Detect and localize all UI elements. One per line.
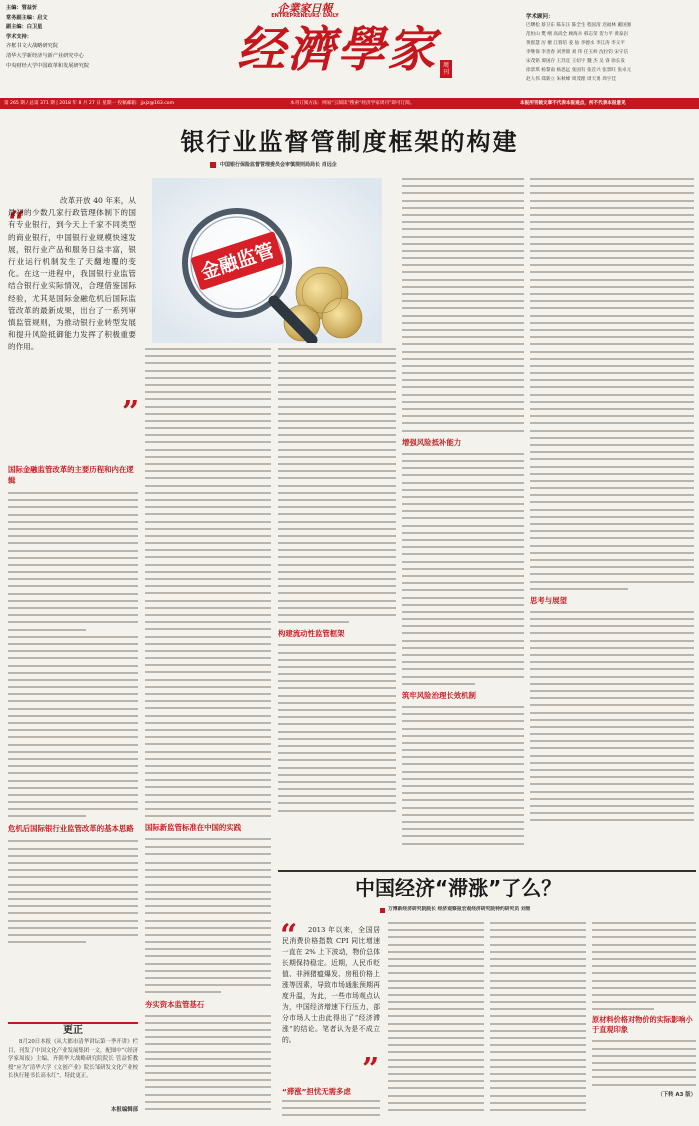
committee-line: 徐景琪 杨黎南 杨思远 张国有 张首兴 张景旺 张卓元 bbox=[526, 68, 632, 74]
section-heading: 危机后国际银行业监管改革的基本思路 bbox=[8, 824, 134, 834]
article2-title: 中国经济“滞涨”了么？ bbox=[355, 876, 562, 900]
committee-line: 李继保 李善春 刘世锦 刘 伟 任玉岭 沈拉钧 宋守信 bbox=[526, 50, 629, 56]
section-heading: 筑牢风险治理长效机制 bbox=[402, 690, 476, 700]
committee-line: 赵人伟 郑新立 朱秋峰 周茂理 周天勇 周宇佳 bbox=[526, 77, 616, 83]
article2-col3 bbox=[490, 922, 586, 1122]
issue-line: 第 265 期 / 总第 371 期 | 2018 年 8 月 27 日 星期一 投稿邮箱：jjxjz@163.com bbox=[4, 101, 175, 106]
byline-marker bbox=[380, 908, 385, 913]
body-text bbox=[8, 840, 138, 943]
section-heading: 国际新监管标准在中国的实践 bbox=[145, 823, 242, 833]
article1-lead: 改革开放 40 年来，从最初的少数几家行政管理体制下的国有专业银行，到今天上千家不同类型的商业银行，中国银行业规模快速发展，银行业产品和服务日益丰富，银行业运行机制发生了天翻地覆的变化。在这一进程中，我国银行业监管结合银行业实际情况，合理借鉴国际经验，尤其是国际金融危机后国际监管改革的最新成果，出台了一系列审慎监管规则，为推动银行业转型发展和提升风险抵御能力发挥了积极重要的作用。 bbox=[8, 196, 136, 352]
section-heading: “滞涨”担忧无需多虑 bbox=[282, 1087, 351, 1096]
body-text bbox=[145, 838, 271, 858]
article1-col3 bbox=[278, 348, 396, 868]
quote-mark-open: “ bbox=[8, 205, 26, 240]
body-text bbox=[592, 922, 696, 1010]
body-text bbox=[145, 348, 271, 817]
article1-col5 bbox=[530, 178, 694, 868]
section-heading: 思考与展望 bbox=[530, 595, 567, 605]
article1-col2-lower bbox=[145, 862, 271, 1122]
article1-col4 bbox=[402, 178, 524, 868]
byline-marker bbox=[210, 162, 216, 168]
staff-deputy-editor: 副主编：白卫星 bbox=[6, 24, 43, 31]
finance-supervision-illustration bbox=[152, 178, 382, 343]
continue-note: （下转 A3 版） bbox=[657, 1091, 696, 1098]
section-heading: 国际金融监管改革的主要历程和内在逻辑 bbox=[8, 465, 134, 485]
body-text bbox=[278, 348, 396, 623]
correction-title: 更正 bbox=[63, 1025, 83, 1036]
body-text bbox=[8, 492, 138, 817]
article1-title: 银行业监督管制度框架的构建 bbox=[180, 128, 519, 156]
correction-sign: 本报编辑部 bbox=[111, 1107, 138, 1113]
article2-col1-text bbox=[282, 1100, 380, 1124]
body-text bbox=[278, 644, 396, 811]
staff-exec-editor: 常务副主编：启文 bbox=[6, 14, 48, 21]
body-text bbox=[388, 922, 484, 1111]
body-text bbox=[530, 611, 694, 821]
committee-line: 巴曙松 蔡卫东 陈东汪 陈全生 程国清 迟福林 戴国强 bbox=[526, 23, 632, 29]
body-text bbox=[490, 922, 586, 1111]
body-text bbox=[402, 453, 524, 685]
article2-top-rule bbox=[278, 870, 696, 872]
brand-name: 企業家日報 bbox=[277, 2, 333, 15]
notice: 本报所刊载文章不代表本报观点，所不代表本报意见 bbox=[520, 101, 626, 106]
staff-editor: 主编：管益忻 bbox=[6, 5, 38, 11]
article1-image bbox=[152, 178, 382, 343]
section-heading: 增强风险抵补能力 bbox=[402, 437, 462, 447]
article2-col4 bbox=[592, 922, 696, 1122]
masthead-side-tag: 周刊 bbox=[440, 60, 452, 78]
article1-col2 bbox=[145, 348, 271, 858]
committee-title: 学术顾问： bbox=[526, 14, 554, 20]
quote-mark-close: ” bbox=[362, 1052, 380, 1087]
committee-line: 黄群慧 厉 檀 江蓉培 姜 仙 李德水 李江涛 李义平 bbox=[526, 41, 625, 47]
body-text bbox=[402, 706, 524, 845]
body-text bbox=[145, 862, 271, 993]
quote-mark-open: “ bbox=[280, 918, 298, 953]
brand-english: ENTREPRENEURS' DAILY bbox=[271, 13, 339, 19]
correction-body: 8月20日本报《从大都市清华讲坛第一季开讲》栏目，刊发了中国文化产业发展集团一文，配图中“《经济学家周报》主编、齐朝华大战略研究院院长 管益忻教授”应为“清华大学《文创产业》院长邹研发文化产业校长执行秘书长高永红”，特此更正。 bbox=[8, 1039, 138, 1080]
article2-lead: 2013 年以来，全国居民消费价格指数 CPI 同比增速一直在 2% 上下波动，物价总体长期保持稳定。近期，人民币贬值、非洲猪瘟爆发、房租价格上涨等因素，导致市场通胀预期再度升温，为此，一些市场观点认为，中国经济增速下行压力，部分市场人士由此得出了“经济滞涨”的结论。笔者认为是不成立的。 bbox=[282, 926, 380, 1044]
article1-byline: 中国银行保险监督管理委员会审慎规则局局长 肖远企 bbox=[220, 162, 337, 168]
article2-byline: 万博新经济研究院院长 经济观察报宏观经济研究院特约研究员 刘智 bbox=[388, 907, 531, 912]
masthead-logo: 经濟學家 bbox=[236, 22, 437, 78]
committee-line: 范恒山 樊 纲 高尚全 顾海兵 韩志荣 贺力平 黄泰岩 bbox=[526, 32, 629, 38]
article2-col2 bbox=[388, 922, 484, 1122]
staff-support-label: 学术支持： bbox=[6, 33, 32, 40]
article1-col1 bbox=[8, 440, 138, 1020]
body-text bbox=[592, 1040, 696, 1085]
section-heading: 夯实资本监管基石 bbox=[145, 999, 205, 1009]
body-text bbox=[530, 178, 694, 590]
section-heading: 原材料价格对物价的实际影响小于直观印象 bbox=[592, 1015, 693, 1035]
staff-support-1: 齐框书文大战略研究院 bbox=[6, 43, 58, 50]
section-heading: 构建流动性监管框架 bbox=[278, 629, 345, 639]
committee-box bbox=[526, 14, 696, 84]
staff-box bbox=[6, 4, 146, 71]
committee-line: 宋茂铭 谭国存 王苏宜 王绍宇 魏 杰 吴 睿 徐长发 bbox=[526, 59, 625, 65]
quote-mark-close: ” bbox=[122, 395, 140, 430]
staff-support-2: 清华大学新经济与新产业研究中心 bbox=[6, 52, 84, 59]
correction-box bbox=[8, 1022, 138, 1124]
staff-support-3: 中央财经大学中国政革和发展研究院 bbox=[6, 62, 90, 69]
image-stamp-text: 金融监管 bbox=[198, 239, 278, 284]
body-text bbox=[145, 1015, 271, 1110]
body-text bbox=[402, 178, 524, 432]
slogan: 本刊订阅方法：网易“云阅读”搜索“经济学家周刊”即可订阅。 bbox=[290, 101, 415, 106]
